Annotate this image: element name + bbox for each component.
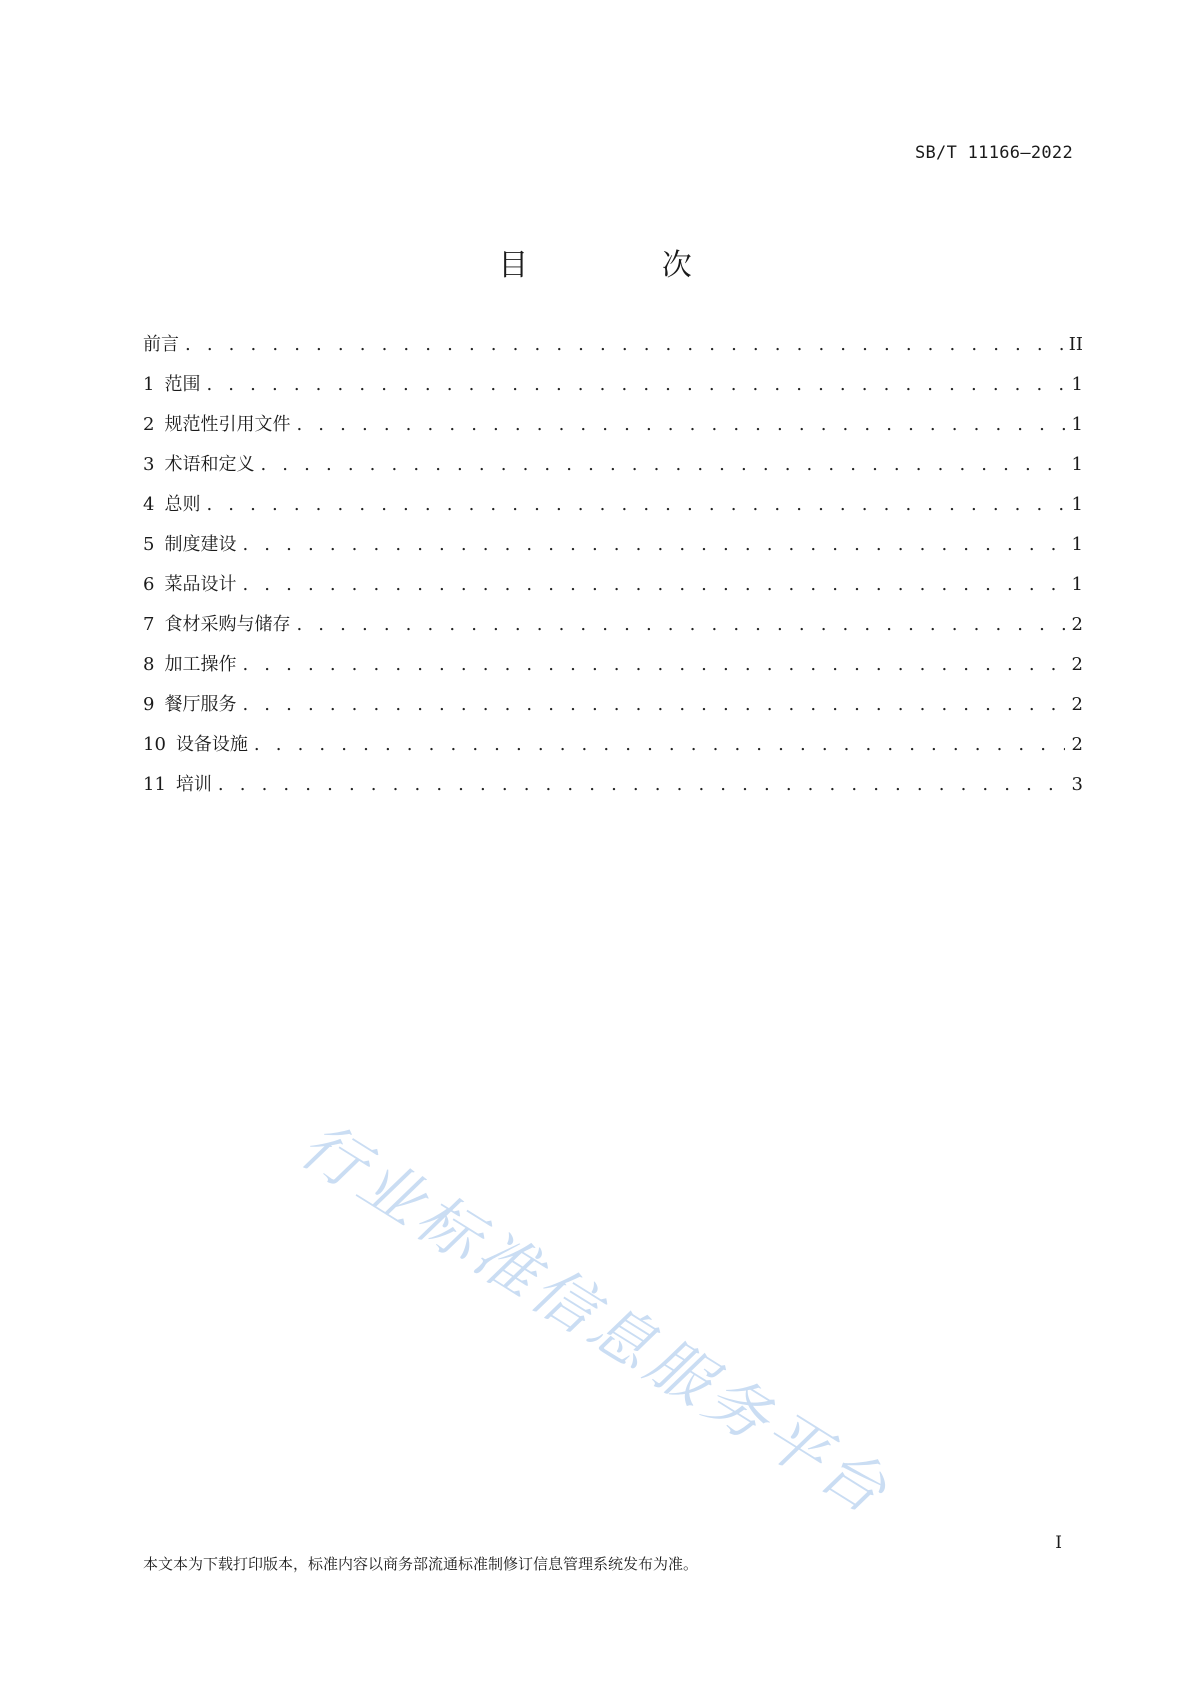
toc-entry-label: 培训 [175,774,212,795]
toc-entry-page: 1 [1071,534,1083,555]
toc-entry-label: 设备设施 [175,734,248,755]
toc-entry-label: 菜品设计 [164,574,237,595]
toc-dot-leader [254,734,1065,755]
watermark: 行业标准信息服务平台 [288,1107,904,1531]
toc-entry-label: 范围 [164,374,201,395]
toc-entry-page: 1 [1071,414,1083,435]
toc-entry[interactable] [143,610,1083,650]
toc-entry-page: 2 [1071,694,1083,715]
toc-entry-number: 4 [143,494,155,515]
toc-entry-number: 10 [143,734,166,755]
toc-entry[interactable] [143,570,1083,610]
page-number: I [1055,1533,1062,1553]
toc-entry[interactable] [143,770,1083,810]
toc-entry-label: 规范性引用文件 [164,414,291,435]
toc-entry-label: 总则 [164,494,201,515]
toc-dot-leader [185,334,1063,355]
toc-entry-number: 3 [143,454,155,475]
toc-entry-page: 3 [1071,774,1083,795]
toc-entry-number: 2 [143,414,155,435]
toc-entry[interactable] [143,530,1083,570]
toc-entry-number: 8 [143,654,155,675]
toc-entry[interactable] [143,690,1083,730]
toc-entry-page: 1 [1071,454,1083,475]
toc-entry-number: 6 [143,574,155,595]
toc-entry-label: 前言 [143,334,179,355]
standard-code: SB/T 11166—2022 [914,143,1073,163]
toc-dot-leader [260,454,1065,475]
toc-dot-leader [296,414,1065,435]
toc-entry[interactable] [143,450,1083,490]
toc-entry-label: 食材采购与储存 [164,614,291,635]
toc-dot-leader [242,574,1065,595]
toc-dot-leader [218,774,1065,795]
toc-entry-number: 11 [143,774,166,795]
toc-entry-page: 1 [1071,494,1083,515]
toc-entry[interactable] [143,330,1083,370]
toc-entry[interactable] [143,370,1083,410]
toc-dot-leader [296,614,1065,635]
toc-entry-number: 9 [143,694,155,715]
toc-entry-label: 术语和定义 [164,454,255,475]
toc-dot-leader [242,654,1065,675]
page-title: 目 次 [498,248,754,283]
toc-entry-label: 加工操作 [164,654,237,675]
table-of-contents [143,330,1083,810]
toc-dot-leader [242,694,1065,715]
toc-entry-label: 制度建设 [164,534,237,555]
footer-note: 本文本为下载打印版本，标准内容以商务部流通标准制修订信息管理系统发布为准。 [143,1555,699,1573]
toc-entry-number: 7 [143,614,155,635]
toc-entry-label: 餐厅服务 [164,694,237,715]
toc-dot-leader [206,374,1065,395]
toc-dot-leader [206,494,1065,515]
toc-dot-leader [242,534,1065,555]
toc-entry[interactable] [143,410,1083,450]
toc-entry-page: 2 [1071,734,1083,755]
toc-entry-page: 1 [1071,374,1083,395]
toc-entry-number: 5 [143,534,155,555]
toc-entry-page: 2 [1071,654,1083,675]
toc-entry[interactable] [143,730,1083,770]
toc-entry-number: 1 [143,374,155,395]
toc-entry[interactable] [143,490,1083,530]
toc-entry[interactable] [143,650,1083,690]
toc-entry-page: II [1068,334,1083,355]
toc-entry-page: 2 [1071,614,1083,635]
toc-entry-page: 1 [1071,574,1083,595]
